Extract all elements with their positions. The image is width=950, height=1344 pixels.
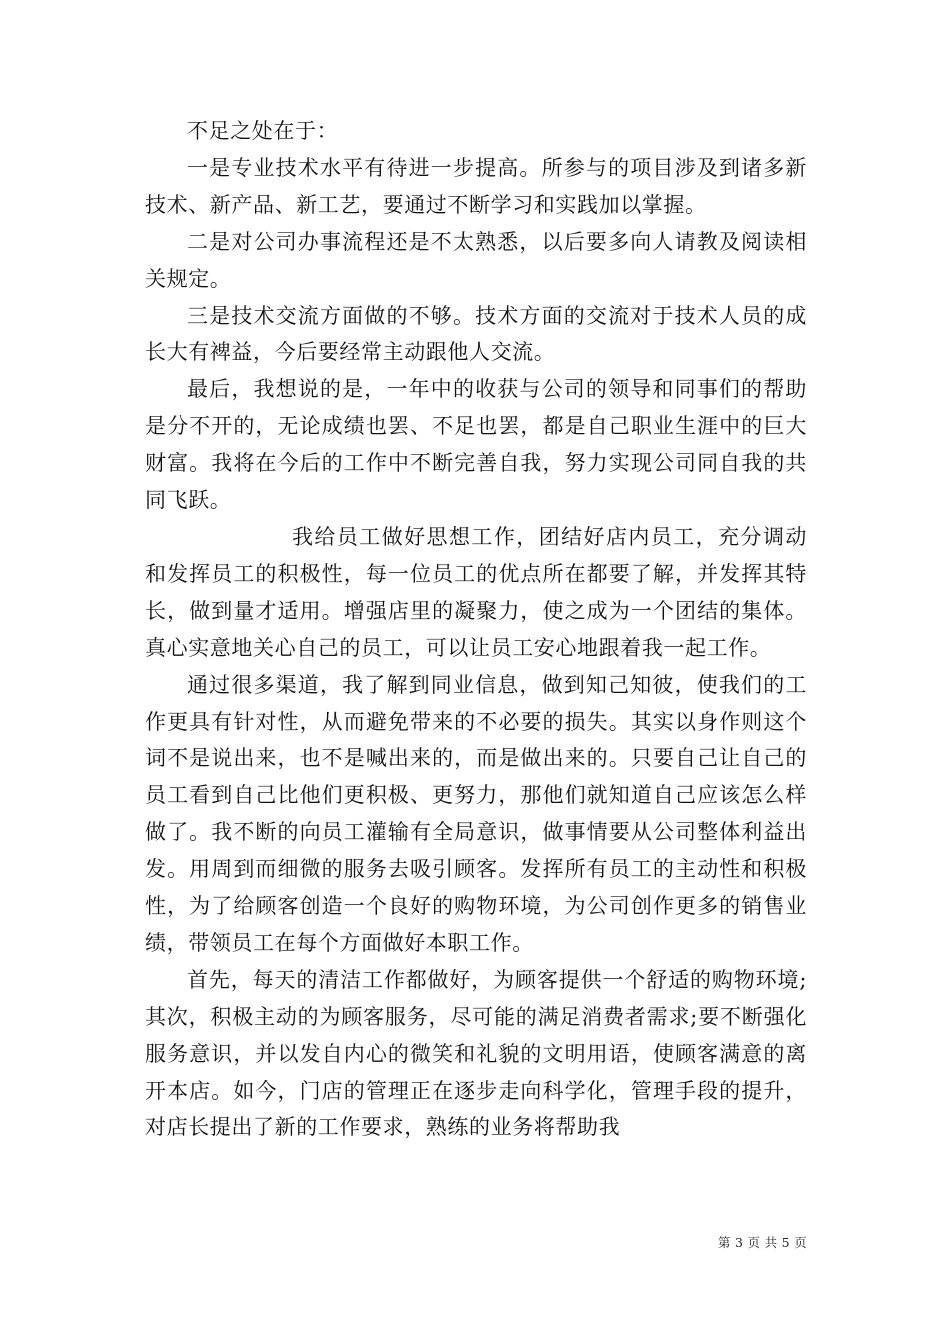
document-body bbox=[145, 113, 807, 1146]
page-number-footer: 第 3 页 共 5 页 bbox=[717, 1235, 807, 1250]
paragraph-heading-shortcomings: 不足之处在于： bbox=[187, 119, 339, 143]
paragraph-cleaning-service: 首先，每天的清洁工作都做好，为顾客提供一个舒适的购物环境;其次，积极主动的为顾客服务，尽可能的满足消费者需求;要不断强化服务意识，并以发自内心的微笑和礼貌的文明用语，使顾客满意的离开本店。如今，门店的管理正在逐步走向科学化，管理手段的提升，对店长提出了新的工作要求，熟练的业务将帮助我 bbox=[145, 967, 807, 1140]
paragraph-conclusion: 最后，我想说的是，一年中的收获与公司的领导和同事们的帮助是分不开的，无论成绩也罢、不足也罢，都是自己职业生涯中的巨大财富。我将在今后的工作中不断完善自我，努力实现公司同自我的共同飞跃。 bbox=[145, 377, 807, 513]
paragraph-shortcoming-3: 三是技术交流方面做的不够。技术方面的交流对于技术人员的成长大有裨益，今后要经常主动跟他人交流。 bbox=[145, 303, 807, 365]
paragraph-shortcoming-2: 二是对公司办事流程还是不太熟悉，以后要多向人请教及阅读相关规定。 bbox=[145, 229, 807, 291]
paragraph-staff-work: 我给员工做好思想工作，团结好店内员工，充分调动和发挥员工的积极性，每一位员工的优点所在都要了解，并发挥其特长，做到量才适用。增强店里的凝聚力，使之成为一个团结的集体。真心实意地关心自己的员工，可以让员工安心地跟着我一起工作。 bbox=[145, 524, 807, 660]
paragraph-shortcoming-1: 一是专业技术水平有待进一步提高。所参与的项目涉及到诸多新技术、新产品、新工艺，要通过不断学习和实践加以掌握。 bbox=[145, 155, 807, 217]
paragraph-industry-info: 通过很多渠道，我了解到同业信息，做到知己知彼，使我们的工作更具有针对性，从而避免带来的不必要的损失。其实以身作则这个词不是说出来，也不是喊出来的，而是做出来的。只要自己让自己的员工看到自己比他们更积极、更努力，那他们就知道自己应该怎么样做了。我不断的向员工灌输有全局意识，做事情要从公司整体利益出发。用周到而细微的服务去吸引顾客。发挥所有员工的主动性和积极性，为了给顾客创造一个良好的购物环境，为公司创作更多的销售业绩，带领员工在每个方面做好本职工作。 bbox=[145, 672, 807, 955]
